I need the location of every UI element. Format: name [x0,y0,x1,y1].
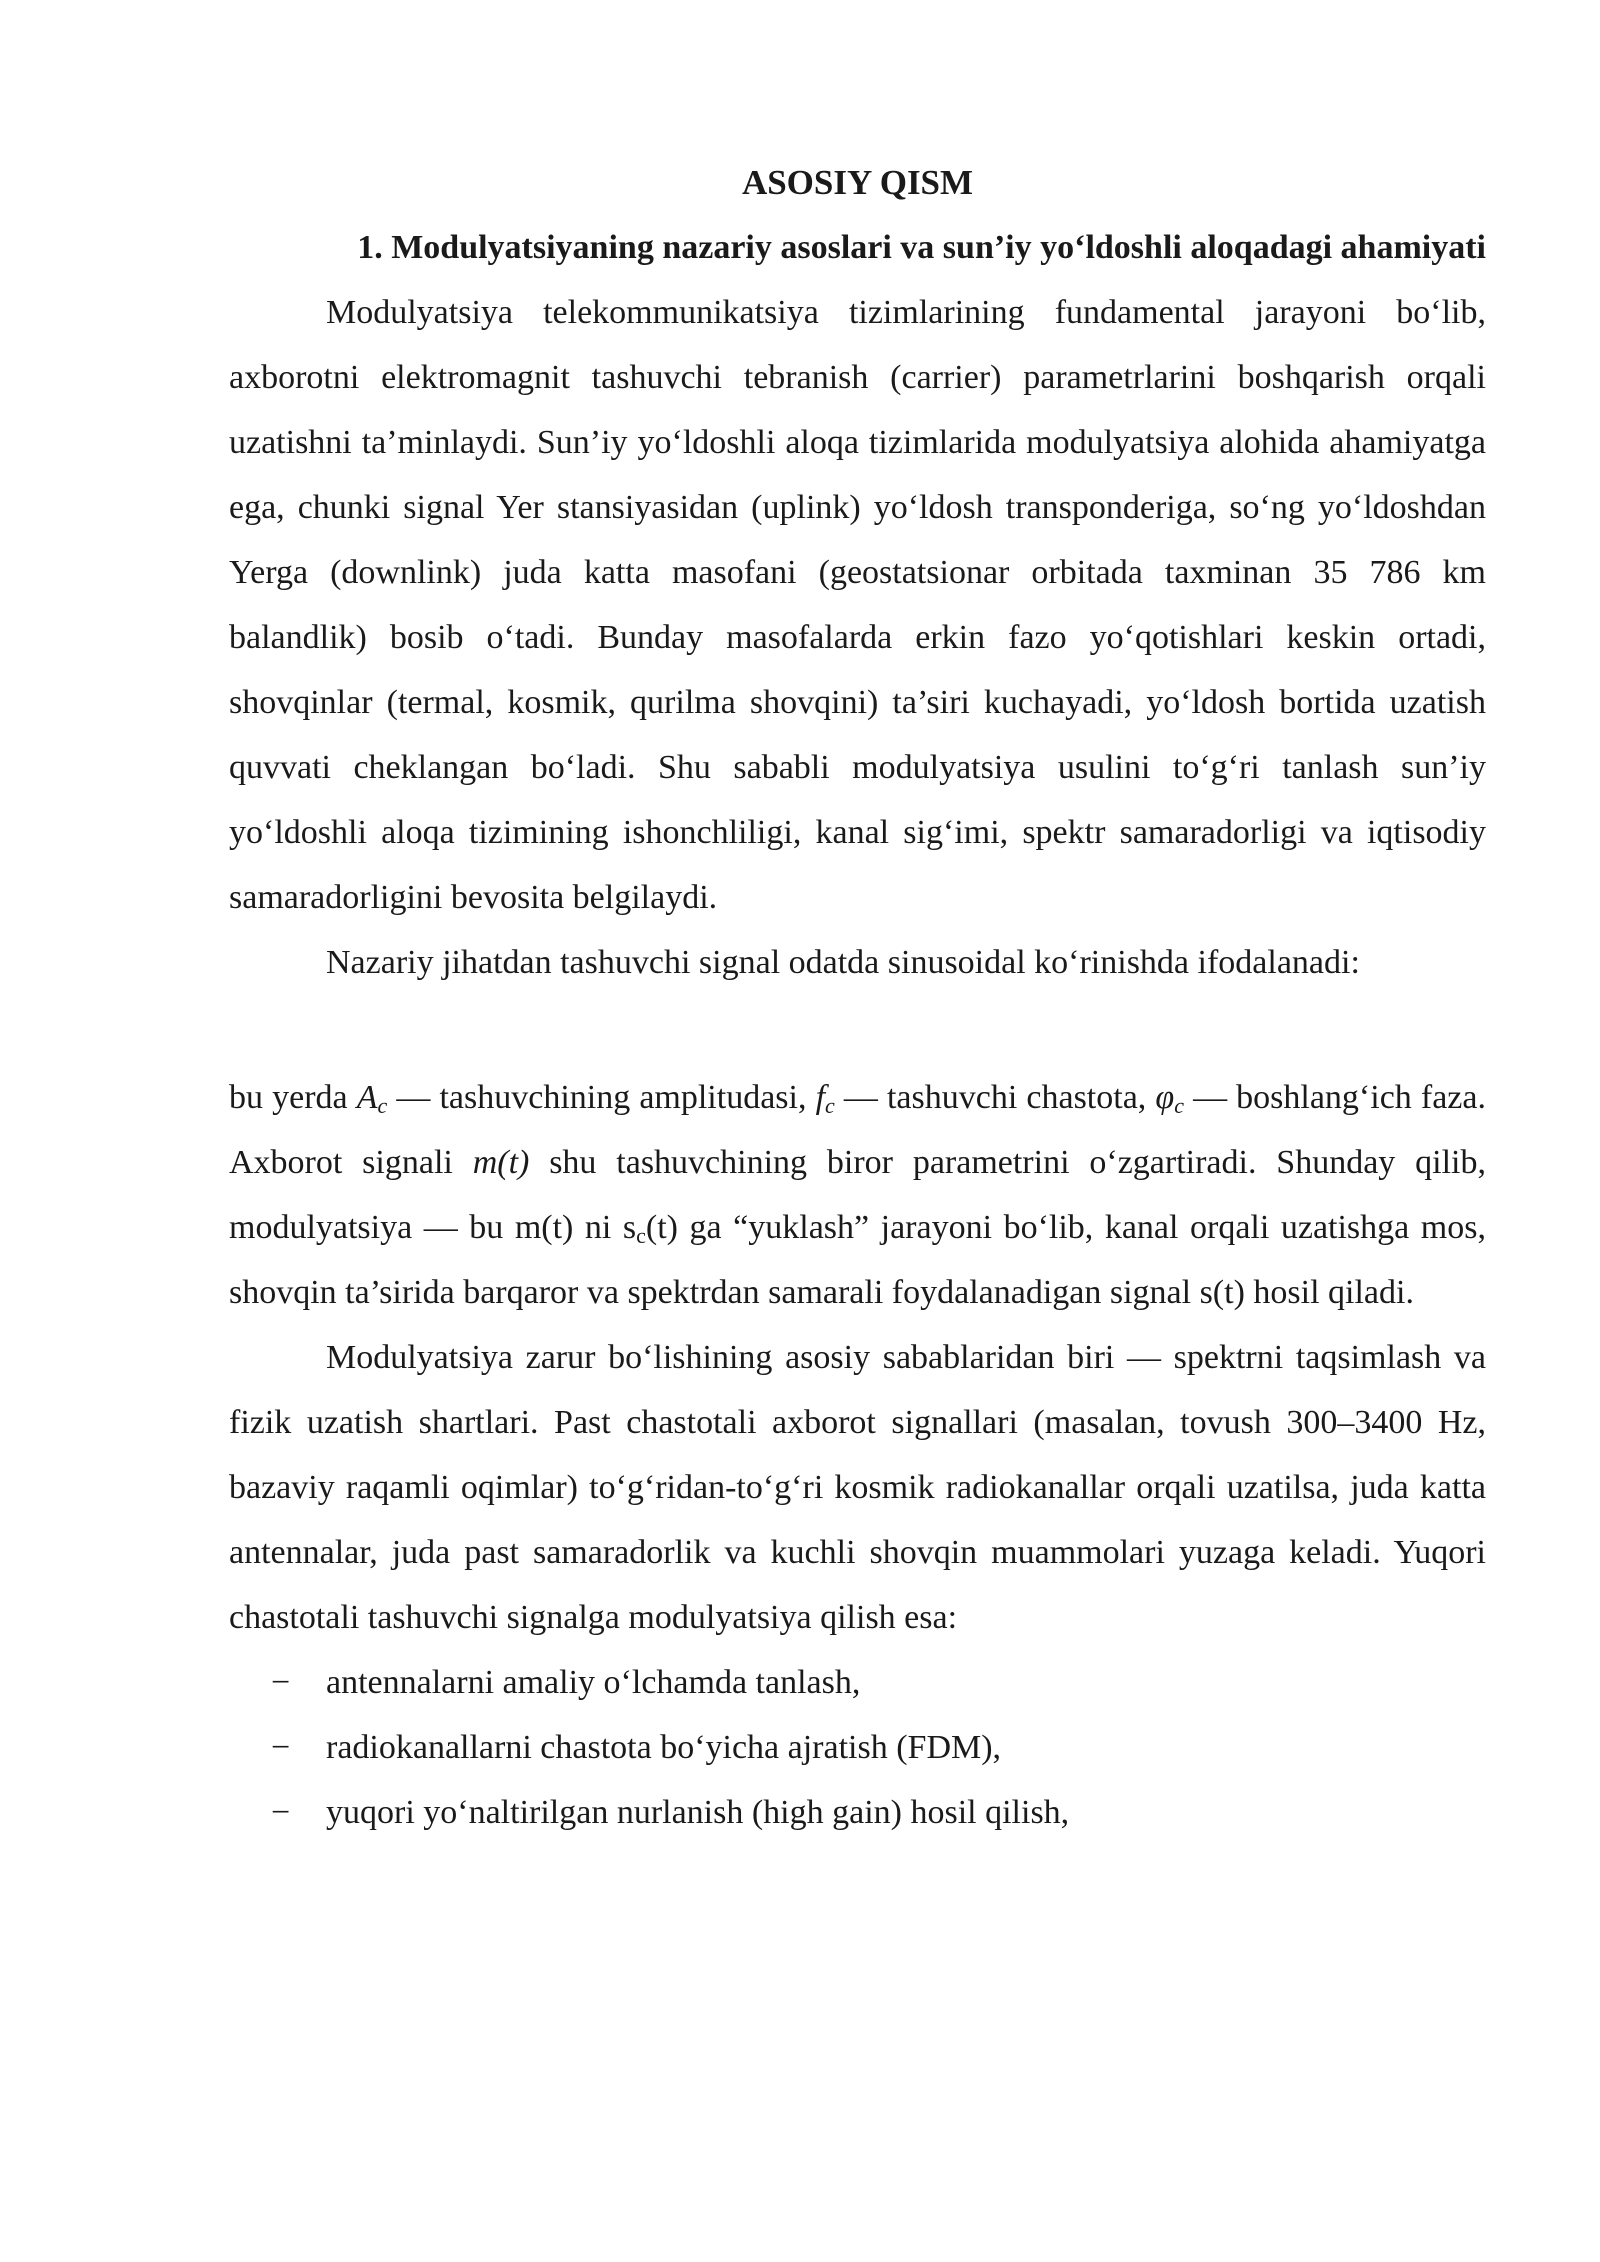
list-item [229,1650,1486,1715]
dash-bullet-icon: − [271,1664,291,1701]
list-item-text: radiokanallarni chastota bo‘yicha ajratish (FDM), [326,1729,1002,1766]
symbol-amplitude: $A_c$ [356,1079,388,1118]
list-item [229,1715,1486,1780]
text-span: — tashuvchi chastota, [834,1079,1156,1116]
text-span: — boshlang‘ich faza. Axborot signali [229,1079,1486,1181]
subscript-c: c [636,1223,646,1248]
symbol-frequency: $f_c$ [815,1079,835,1118]
dash-bullet-icon: − [271,1729,291,1766]
paragraph-3 [229,1065,1486,1325]
symbol-phase: $\varphi_c$ [1155,1079,1184,1118]
symbol-message-signal: m(t) [472,1144,530,1181]
bullet-list [229,1650,1486,1845]
text-span: (t) ga “yuklash” jarayoni bo‘lib, kanal orqali uzatishga mos, shovqin ta’sirida barqaror va spektrdan samarali foydalanadigan signal s(t) hosil qiladi. [229,1209,1486,1311]
list-item-text: yuqori yo‘naltirilgan nurlanish (high gain) hosil qilish, [326,1794,1070,1831]
text-span: bu yerda [229,1079,357,1116]
text-span: — tashuvchining amplitudasi, [387,1079,816,1116]
list-item [229,1780,1486,1845]
list-item-text: antennalarni amaliy o‘lchamda tanlash, [326,1664,861,1701]
document-page [229,150,1486,1845]
text-span: shu tashuvchining biror parametrini o‘zgartiradi. Shunday qilib, modulyatsiya — bu m(t) ni s [229,1144,1486,1246]
chapter-heading: 1. Modulyatsiyaning nazariy asoslari va sun’iy yo‘ldoshli aloqadagi ahamiyati [357,229,1486,266]
dash-bullet-icon: − [271,1794,291,1831]
paragraph-2: Nazariy jihatdan tashuvchi signal odatda sinusoidal ko‘rinishda ifodalanadi: [326,944,1360,981]
section-title: ASOSIY QISM [741,163,974,202]
paragraph-4: Modulyatsiya zarur bo‘lishining asosiy sabablaridan biri — spektrni taqsimlash va fizik uzatish shartlari. Past chastotali axborot signallari (masalan, tovush 300–3400 Hz, bazaviy raqamli oqimlar) to‘g‘ridan-to‘g‘ri kosmik radiokanallar orqali uzatilsa, juda katta antennalar, juda past samaradorlik va kuchli shovqin muammolari yuzaga keladi. Yuqori chastotali tashuvchi signalga modulyatsiya qilish esa: [229,1339,1486,1636]
formula-placeholder [229,995,1486,1065]
paragraph-1: Modulyatsiya telekommunikatsiya tizimlarining fundamental jarayoni bo‘lib, axborotni elektromagnit tashuvchi tebranish (carrier) parametrlarini boshqarish orqali uzatishni ta’minlaydi. Sun’iy yo‘ldoshli aloqa tizimlarida modulyatsiya alohida ahamiyatga ega, chunki signal Yer stansiyasidan (uplink) yo‘ldosh transponderiga, so‘ng yo‘ldoshdan Yerga (downlink) juda katta masofani (geostatsionar orbitada taxminan 35 786 km balandlik) bosib o‘tadi. Bunday masofalarda erkin fazo yo‘qotishlari keskin ortadi, shovqinlar (termal, kosmik, qurilma shovqini) ta’siri kuchayadi, yo‘ldosh bortida uzatish quvvati cheklangan bo‘ladi. Shu sababli modulyatsiya usulini to‘g‘ri tanlash sun’iy yo‘ldoshli aloqa tizimining ishonchliligi, kanal sig‘imi, spektr samaradorligi va iqtisodiy samaradorligini bevosita belgilaydi. [229,294,1486,916]
